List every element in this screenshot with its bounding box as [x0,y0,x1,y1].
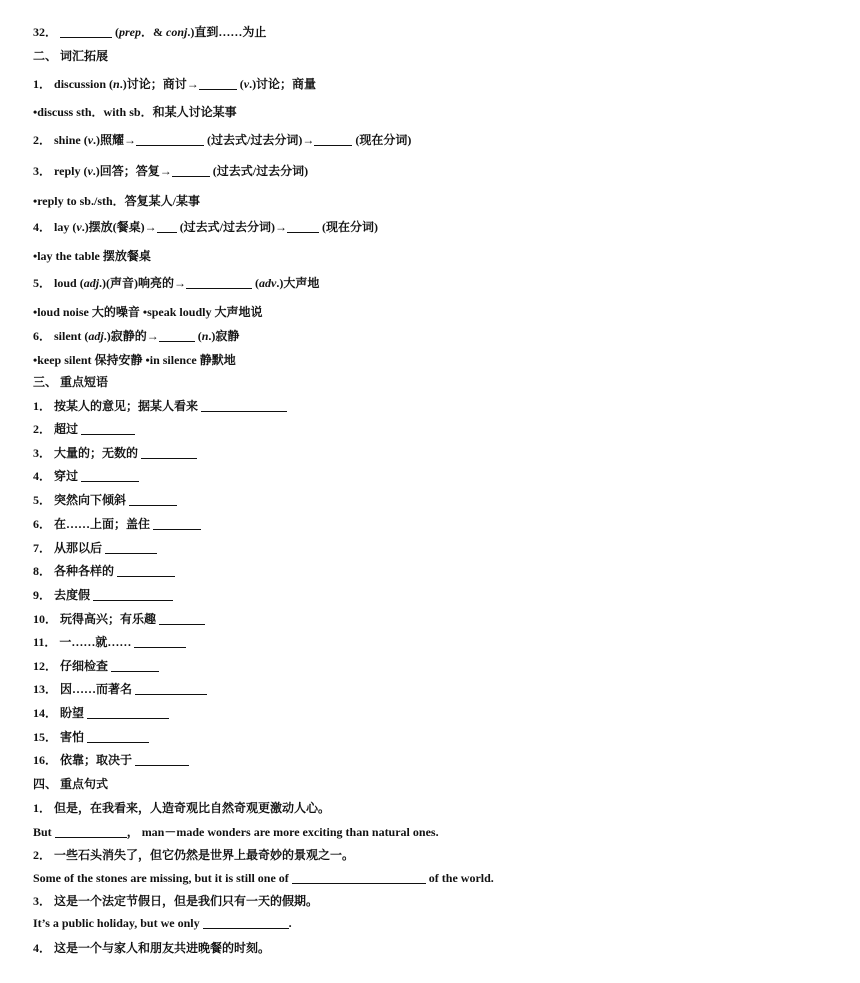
item-text: 因……而著名 [60,682,136,696]
question-item [33,445,197,461]
answer-blank [60,25,112,38]
item-number: 1． [33,801,52,815]
answer-blank [135,753,189,766]
item-number: 6． [33,517,52,531]
item-text: 玩得高兴；有乐趣 [60,612,160,626]
heading-text: 三、 重点短语 [33,375,109,389]
item-number: 15． [33,730,58,744]
item-number: 5． [33,493,52,507]
answer-blank [81,469,139,482]
answer-blank [201,399,287,412]
item-text: .)摆放(餐桌)→ [81,220,157,234]
item-text: Some of the stones are missing, but it is still one of [33,871,292,885]
question-item [33,132,411,148]
item-number: 14． [33,706,58,720]
item-text: .)照耀→ [93,133,137,147]
item-number: 1． [33,77,52,91]
item-number: 3． [33,164,52,178]
item-text: ( [236,77,244,91]
item-number: 2． [33,848,52,862]
item-number: 4． [33,220,52,234]
answer-blank [159,329,195,342]
answer-blank [153,517,201,530]
item-text: (现在分词) [352,133,412,147]
item-text: ( [112,25,120,39]
item-text: (现在分词) [319,220,379,234]
part-of-speech: adj [88,329,104,343]
item-text: .)大声地 [276,276,320,290]
sentence-line [33,915,292,931]
item-text: 从那以后 [54,541,106,555]
item-text: 这是一个法定节假日，但是我们只有一天的假期。 [54,894,319,908]
question-item [33,611,205,627]
item-text: (过去式/过去分词)→ [176,220,288,234]
item-text: ， man－made wonders are more exciting than natural ones. [126,825,439,839]
item-text: silent ( [54,329,89,343]
answer-blank [55,825,127,838]
answer-blank [172,164,210,177]
item-text: shine ( [54,133,88,147]
item-text: 超过 [54,422,82,436]
item-number: 10． [33,612,58,626]
answer-blank [157,220,177,233]
item-text: lay ( [54,220,77,234]
answer-blank [129,493,177,506]
heading-text: 二、 词汇拓展 [33,49,109,63]
item-text: 穿过 [54,469,82,483]
section-heading [33,776,108,792]
item-number: 11． [33,635,57,649]
item-text: It’s a public holiday, but we only [33,916,203,930]
item-text: 这是一个与家人和朋友共进晚餐的时刻。 [54,941,271,955]
example-line [33,193,200,209]
item-text: 大量的；无数的 [54,446,142,460]
example-line [33,352,236,368]
question-item [33,275,319,291]
item-number: 8． [33,564,52,578]
item-text: 但是，在我看来，人造奇观比自然奇观更激动人心。 [54,801,331,815]
question-item [33,516,201,532]
question-item [33,634,186,650]
item-text: 仔细检查 [60,659,112,673]
answer-blank [186,276,252,289]
item-text: But [33,825,55,839]
answer-blank [87,730,149,743]
answer-blank [199,77,237,90]
item-text: 突然向下倾斜 [54,493,130,507]
sentence-line [33,870,494,886]
part-of-speech: v [76,220,82,234]
item-number: 9． [33,588,52,602]
item-number: 2． [33,422,52,436]
part-of-speech: adj [83,276,100,290]
item-number: 1． [33,399,52,413]
answer-blank [111,659,159,672]
item-text: .)直到……为止 [187,25,267,39]
item-text: reply ( [54,164,88,178]
part-of-speech: n [201,329,209,343]
question-item [33,492,177,508]
item-number: 4． [33,941,52,955]
answer-blank [134,635,186,648]
part-of-speech: n [113,77,120,91]
item-text: of the world. [425,871,494,885]
example-text: •discuss sth．with sb．和某人讨论某事 [33,105,237,119]
item-text: (过去式/过去分词) [209,164,309,178]
example-text: •keep silent 保持安静 •in silence 静默地 [33,353,236,367]
answer-blank [93,588,173,601]
item-text: 一……就…… [59,635,135,649]
answer-blank [87,706,169,719]
item-text: ( [194,329,202,343]
item-text: . [288,916,292,930]
question-item [33,893,318,909]
example-text: •reply to sb./sth．答复某人/某事 [33,194,200,208]
question-item [33,729,149,745]
question-item [33,76,316,92]
item-number: 5． [33,276,52,290]
question-item [33,468,139,484]
item-number: 13． [33,682,58,696]
example-line [33,248,151,264]
section-heading [33,48,108,64]
item-number: 16． [33,753,58,767]
item-text: ( [252,276,260,290]
section-heading [33,374,108,390]
answer-blank [292,871,426,884]
item-text: .)回答；答复→ [92,164,172,178]
example-text: •loud noise 大的噪音 •speak loudly 大声地说 [33,305,263,319]
item-number: 3． [33,894,52,908]
answer-blank [117,564,175,577]
item-text: .)讨论；商量 [249,77,317,91]
answer-blank [314,133,352,146]
answer-blank [105,541,157,554]
answer-blank [203,916,289,929]
item-text: 一些石头消失了，但它仍然是世界上最奇妙的景观之一。 [54,848,355,862]
question-item [33,752,189,768]
item-text: (过去式/过去分词)→ [204,133,315,147]
question-item [33,800,330,816]
sentence-line [33,824,439,840]
item-text: .)(声音)响亮的→ [99,276,187,290]
part-of-speech: adv [259,276,277,290]
question-item [33,587,173,603]
example-line [33,304,262,320]
item-number: 4． [33,469,52,483]
item-text: 各种各样的 [54,564,118,578]
item-text: 依靠；取决于 [60,753,136,767]
item-number: 3． [33,446,52,460]
answer-blank [159,612,205,625]
item-text: 害怕 [60,730,88,744]
question-item [33,163,308,179]
question-item [33,328,239,344]
answer-blank [287,220,319,233]
item-text: .)寂静 [208,329,240,343]
part-of-speech: v [87,164,93,178]
question-item [33,24,266,40]
question-item [33,219,378,235]
question-item [33,398,287,414]
item-number: 12． [33,659,58,673]
item-text: .)寂静的→ [103,329,159,343]
answer-blank [141,446,197,459]
item-text: 在……上面；盖住 [54,517,154,531]
heading-text: 四、 重点句式 [33,777,109,791]
question-item [33,705,169,721]
part-of-speech: v [87,133,94,147]
item-number: 7． [33,541,52,555]
item-text: 按某人的意见；据某人看来 [54,399,202,413]
item-text: ．& [141,25,167,39]
item-text: 盼望 [60,706,88,720]
part-of-speech: v [243,77,250,91]
example-line [33,104,237,120]
answer-blank [136,133,204,146]
item-text: .)讨论；商讨→ [119,77,199,91]
question-item [33,940,270,956]
item-number: 32． [33,25,58,39]
question-item [33,421,135,437]
example-text: •lay the table 摆放餐桌 [33,249,151,263]
answer-blank [135,682,207,695]
item-text: loud ( [54,276,84,290]
question-item [33,847,354,863]
part-of-speech: prep [119,25,142,39]
item-number: 2． [33,133,52,147]
question-item [33,540,157,556]
item-number: 6． [33,329,52,343]
item-text: 去度假 [54,588,94,602]
question-item [33,658,159,674]
answer-blank [81,422,135,435]
item-text: discussion ( [54,77,114,91]
question-item [33,681,207,697]
question-item [33,563,175,579]
part-of-speech: conj [166,25,188,39]
